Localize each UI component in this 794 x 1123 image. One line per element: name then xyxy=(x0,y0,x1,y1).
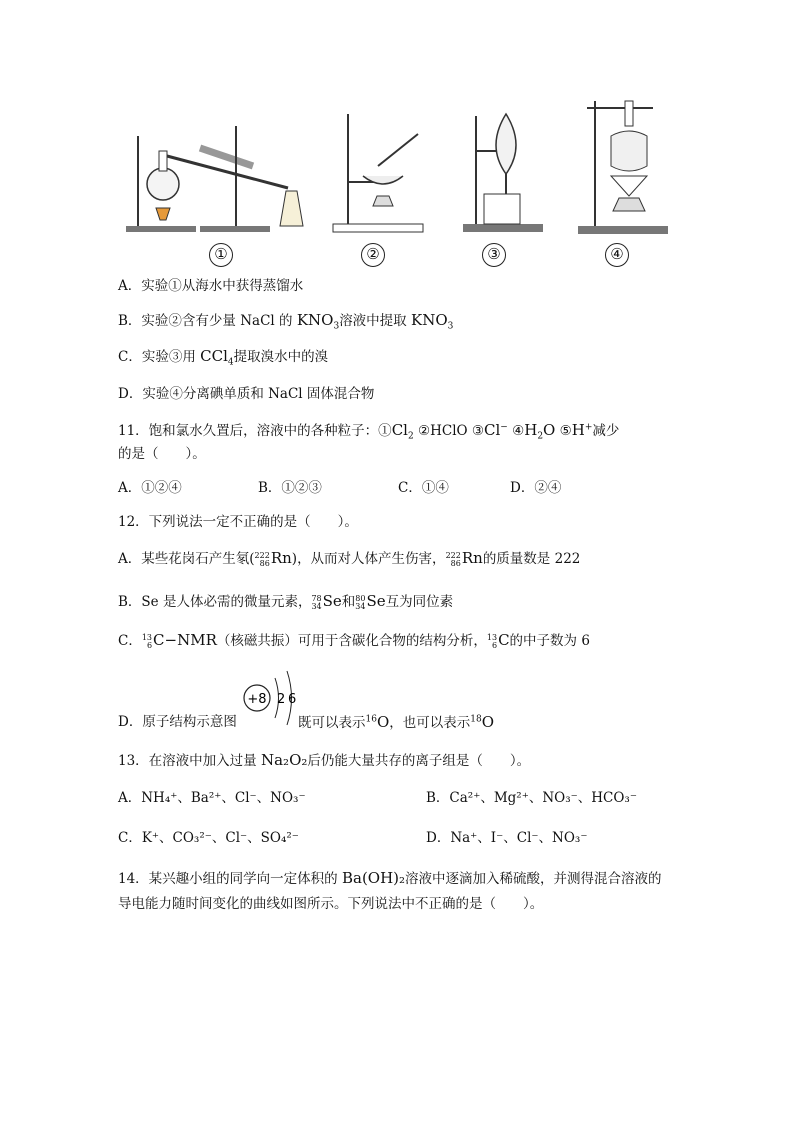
q12-option-b: B．Se 是人体必需的微量元素， 78 34 Se和 80 34 Se互为同位素 xyxy=(118,592,454,611)
q13-option-c: C．K⁺、CO₃²⁻、Cl⁻、SO₄²⁻ xyxy=(118,830,299,846)
shell-2-electrons: 6 xyxy=(288,692,297,707)
figure-label-2: ② xyxy=(361,243,385,267)
q11-option-d: D．②④ xyxy=(510,480,562,496)
q11-option-b: B．①②③ xyxy=(258,480,322,496)
q13-option-d: D．Na⁺、I⁻、Cl⁻、NO₃⁻ xyxy=(426,830,588,846)
distillation-apparatus-figure xyxy=(118,96,308,241)
separatory-funnel-figure xyxy=(458,96,548,241)
evaporation-apparatus-figure xyxy=(323,96,433,241)
q12-option-d-text: 既可以表示$^{16}$O，也可以表示$^{18}$O xyxy=(298,713,495,731)
q13-stem: 13．在溶液中加入过量 Na₂O₂后仍能大量共存的离子组是（ ）。 xyxy=(118,751,531,769)
nucleus-charge-label: +8 xyxy=(247,692,267,707)
q14-stem: 14．某兴趣小组的同学向一定体积的 Ba(OH)₂溶液中逐滴加入稀硫酸，并测得混合溶液的 xyxy=(118,869,662,887)
q13-option-a: A．NH₄⁺、Ba²⁺、Cl⁻、NO₃⁻ xyxy=(118,790,306,806)
figure-label-4: ④ xyxy=(605,243,629,267)
q12-option-a: A．某些花岗石产生氡( 222 86 Rn)，从而对人体产生伤害， 222 86 Rn的质量数是 222 xyxy=(118,549,581,568)
q11-stem-line2: 的是（ ）。 xyxy=(118,446,206,462)
q10-option-c: C．实验③用 CCl$_4$提取溴水中的溴 xyxy=(118,347,329,368)
q11-option-a: A．①②④ xyxy=(118,480,182,496)
q12-option-c: C． 13 6 C−NMR（核磁共振）可用于含碳化合物的结构分析， 13 6 C的中子数为 6 xyxy=(118,631,590,650)
q13-option-b: B．Ca²⁺、Mg²⁺、NO₃⁻、HCO₃⁻ xyxy=(426,790,637,806)
figure-label-3: ③ xyxy=(482,243,506,267)
q10-option-d: D．实验④分离碘单质和 NaCl 固体混合物 xyxy=(118,386,375,402)
figure-label-1: ① xyxy=(209,243,233,267)
q12-stem: 12．下列说法一定不正确的是（ ）。 xyxy=(118,514,358,530)
q11-stem: 11．饱和氯水久置后，溶液中的各种粒子：$①Cl_2$ ②HClO ③Cl− $④H_2O$ ⑤H+减少 xyxy=(118,421,620,442)
shell-1-electrons: 2 xyxy=(277,692,286,707)
q10-option-a: A．实验①从海水中获得蒸馏水 xyxy=(118,278,304,294)
q10-option-b: B．实验②含有少量 NaCl 的 $KNO_3$溶液中提取 $KNO_3$ xyxy=(118,311,454,332)
sublimation-apparatus-figure xyxy=(573,96,673,241)
q14-stem-line2: 导电能力随时间变化的曲线如图所示。下列说法中不正确的是（ ）。 xyxy=(118,896,544,912)
q11-option-c: C．①④ xyxy=(398,480,449,496)
apparatus-figures xyxy=(118,96,678,264)
atomic-structure-diagram xyxy=(240,668,300,728)
q12-option-d-label: D．原子结构示意图 xyxy=(118,714,237,730)
